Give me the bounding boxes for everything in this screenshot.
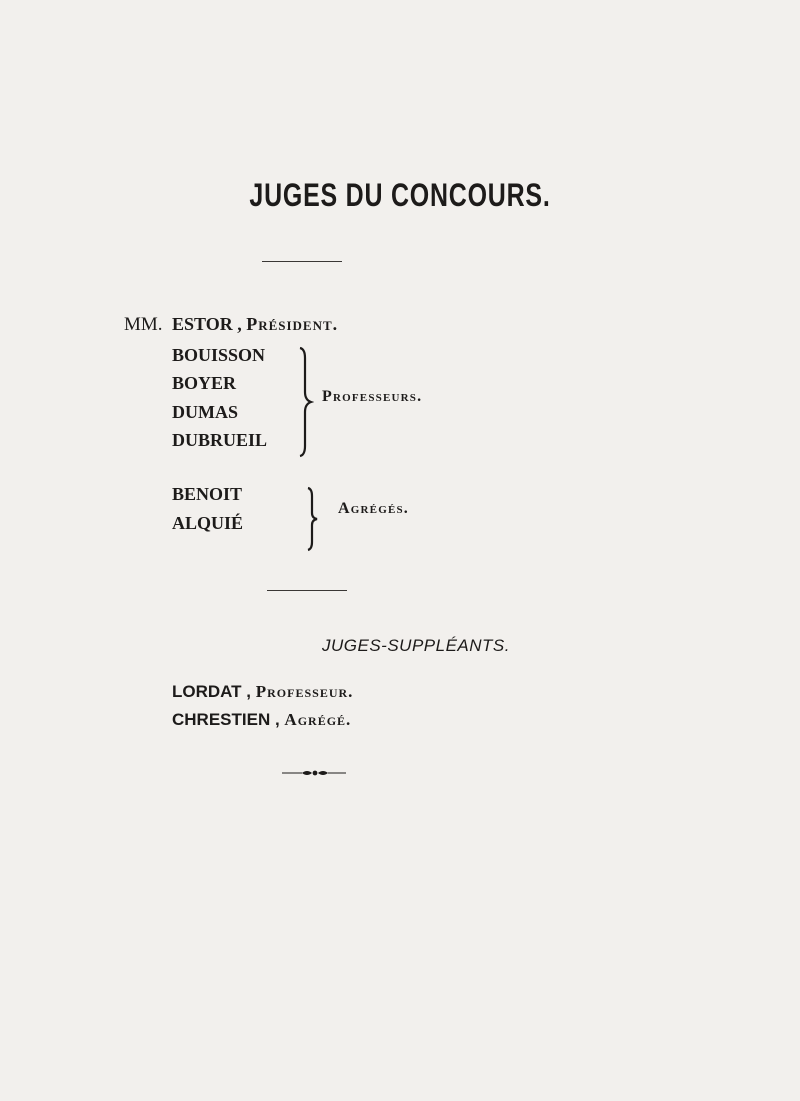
agrege-name: ALQUIÉ — [172, 513, 244, 533]
supplement-name: LORDAT , — [172, 682, 252, 701]
professeur-name: DUMAS — [172, 402, 238, 422]
mm-prefix: MM. — [124, 314, 163, 335]
divider-top — [262, 261, 342, 262]
president-line — [172, 314, 338, 335]
agreges-label: Agrégés. — [338, 500, 410, 517]
ornament-flourish-icon — [282, 768, 346, 778]
supplement-entry — [172, 682, 353, 702]
professeur-name: BOUISSON — [172, 345, 266, 365]
president-role: Président. — [246, 314, 339, 334]
supplement-role: Professeur. — [255, 682, 354, 701]
divider-middle — [267, 590, 347, 591]
professeur-name: BOYER — [172, 373, 237, 393]
supplement-name: CHRESTIEN , — [172, 710, 280, 729]
section-heading-supplements: JUGES-SUPPLÉANTS. — [322, 636, 510, 655]
page-title: JUGES DU CONCOURS. — [249, 177, 551, 213]
agreges-brace — [306, 486, 320, 552]
supplement-role: Agrégé. — [284, 710, 352, 729]
supplement-entry — [172, 710, 351, 730]
professeurs-brace — [298, 346, 314, 458]
agrege-name: BENOIT — [172, 484, 243, 504]
professeur-name: DUBRUEIL — [172, 430, 268, 450]
president-name: ESTOR , — [172, 314, 242, 334]
professeurs-label: Professeurs. — [322, 388, 423, 405]
